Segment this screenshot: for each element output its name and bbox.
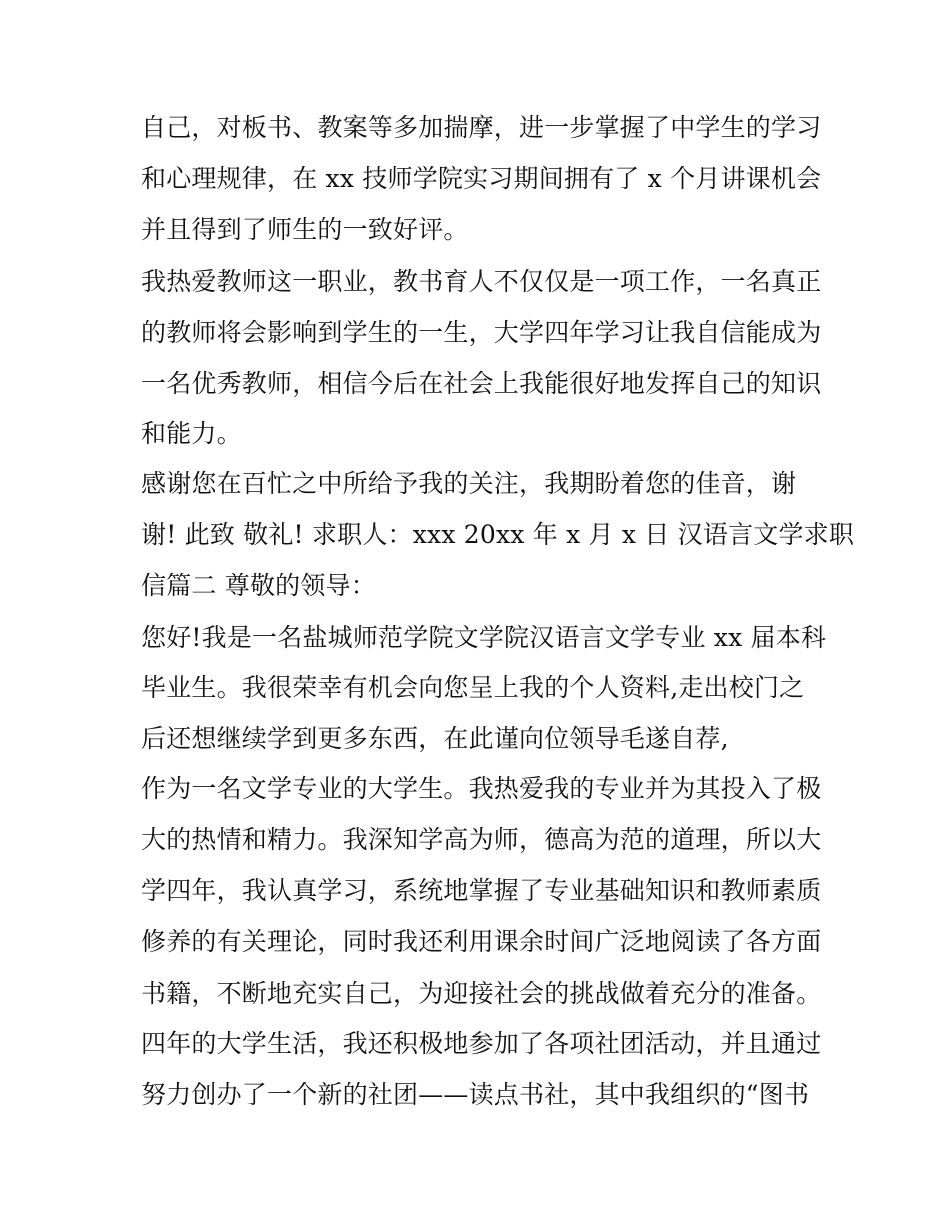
text-line: 毕业生。我很荣幸有机会向您呈上我的个人资料,走出校门之 (141, 673, 805, 702)
text-line: 大的热情和精力。我深知学高为师，德高为范的道理，所以大 (141, 825, 822, 854)
text-line: 并且得到了师生的一致好评。 (141, 215, 469, 244)
text-line: 我热爱教师这一职业，教书育人不仅仅是一项工作，一名真正 (141, 267, 822, 296)
text-line: 修养的有关理论，同时我还利用课余时间广泛地阅读了各方面 (141, 927, 822, 956)
text-line: 的教师将会影响到学生的一生，大学四年学习让我自信能成为 (141, 318, 822, 347)
text-line: 谢! 此致 敬礼! 求职人：xxx 20xx 年 x 月 x 日 汉语言文学求职 (141, 520, 855, 549)
text-line: 书籍，不断地充实自己，为迎接社会的挑战做着充分的准备。 (141, 979, 822, 1008)
text-line: 自己，对板书、教案等多加揣摩，进一步掌握了中学生的学习 (141, 113, 822, 142)
text-line: 和能力。 (141, 419, 242, 448)
text-line: 作为一名文学专业的大学生。我热爱我的专业并为其投入了极 (141, 774, 822, 803)
text-line: 四年的大学生活，我还积极地参加了各项社团活动，并且通过 (141, 1029, 822, 1058)
text-line: 努力创办了一个新的社团——读点书社，其中我组织的“图书 (141, 1080, 810, 1109)
text-line: 感谢您在百忙之中所给予我的关注，我期盼着您的佳音，谢 (141, 469, 797, 498)
text-line: 您好!我是一名盐城师范学院文学院汉语言文学专业 xx 届本科 (141, 623, 827, 652)
text-line: 和心理规律，在 xx 技师学院实习期间拥有了 x 个月讲课机会 (141, 164, 822, 193)
text-line: 后还想继续学到更多东西，在此谨向位领导毛遂自荐, (141, 724, 729, 753)
text-line: 一名优秀教师，相信今后在社会上我能很好地发挥自己的知识 (141, 369, 822, 398)
text-line: 学四年，我认真学习，系统地掌握了专业基础知识和教师素质 (141, 876, 822, 905)
text-line: 信篇二 尊敬的领导： (141, 571, 376, 600)
